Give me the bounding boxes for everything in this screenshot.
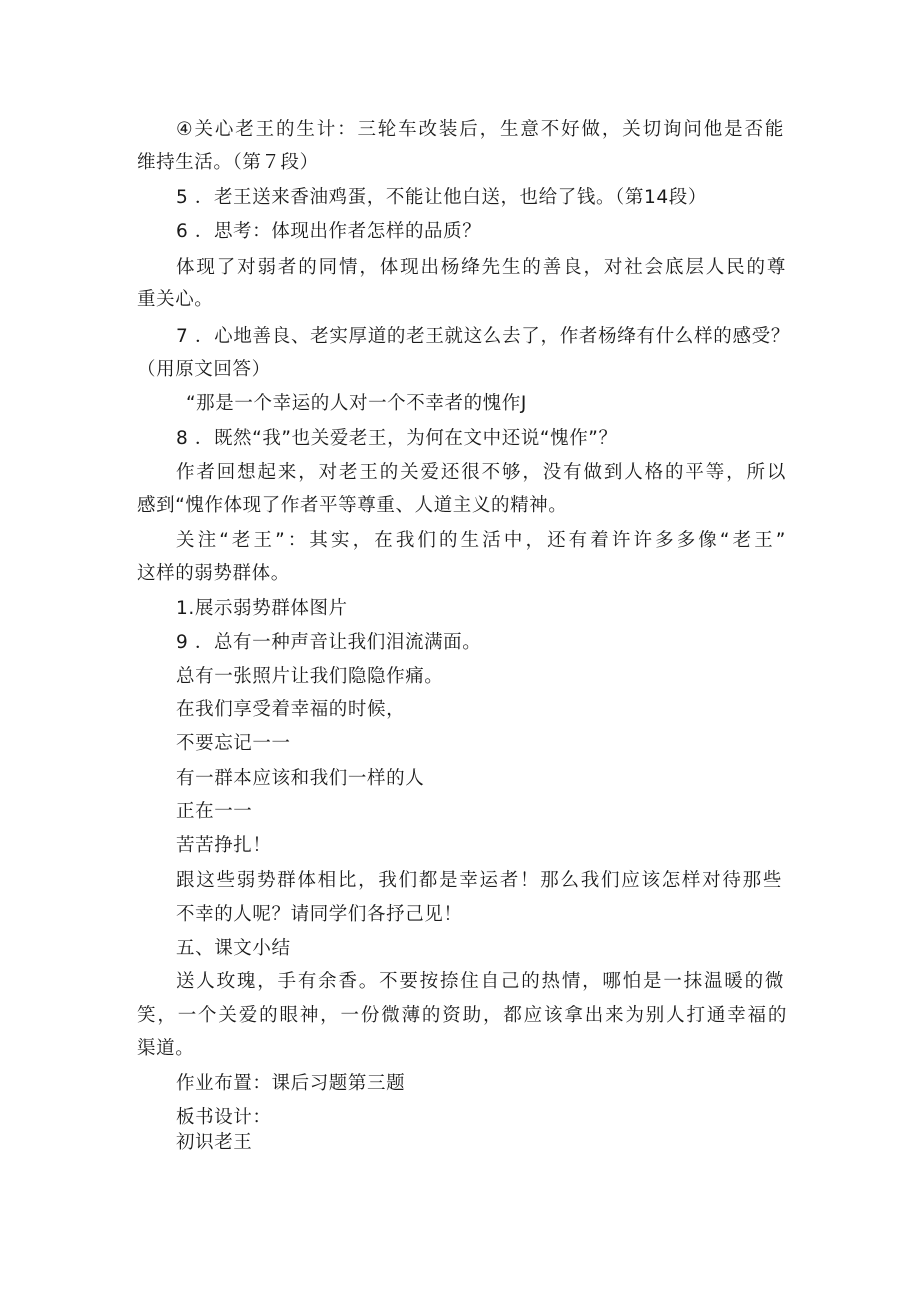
text-line: 作者回想起来，对老王的关爱还很不够，没有做到人格的平等，所以 bbox=[176, 462, 786, 483]
text-line: 有一群本应该和我们一样的人 bbox=[176, 768, 425, 789]
text-line: 维持生活。（第７段） bbox=[137, 152, 319, 173]
text-line: 送人玫瑰，手有余香。不要按捺住自己的热情，哪怕是一抹温暖的微 bbox=[176, 971, 784, 992]
text-line: 这样的弱势群体。 bbox=[137, 563, 290, 584]
text-line: 作业布置：课后习题第三题 bbox=[176, 1073, 406, 1094]
text-line: 9 ．总有一种声音让我们泪流满面。 bbox=[176, 632, 482, 653]
text-line: 关注“老王”：其实，在我们的生活中，还有着许许多多像“老王” bbox=[176, 530, 786, 551]
text-line: ④关心老王的生计：三轮车改装后，生意不好做，关切询问他是否能 bbox=[176, 119, 784, 140]
text-line: 不幸的人呢？请同学们各抒己见！ bbox=[176, 904, 463, 925]
text-line: 正在一一 bbox=[176, 801, 253, 822]
text-line: 1.展示弱势群体图片 bbox=[176, 598, 348, 619]
text-line: 在我们享受着幸福的时候， bbox=[176, 699, 406, 720]
text-line: （用原文回答） bbox=[137, 359, 271, 380]
text-line: 初识老王 bbox=[176, 1132, 253, 1153]
text-line: 跟这些弱势群体相比，我们都是幸运者！那么我们应该怎样对待那些 bbox=[176, 870, 782, 891]
text-line: 体现了对弱者的同情，体现出杨绛先生的善良，对社会底层人民的尊 bbox=[176, 257, 786, 278]
section-heading: 五、课文小结 bbox=[176, 938, 291, 959]
text-line: 总有一张照片让我们隐隐作痛。 bbox=[176, 666, 444, 687]
text-line: “那是一个幸运的人对一个不幸者的愧作J bbox=[186, 393, 527, 414]
text-line: 笑，一个关爱的眼神，一份微薄的资助，都应该拿出来为别人打通幸福的 bbox=[137, 1005, 787, 1026]
text-line: 7 ．心地善良、老实厚道的老王就这么去了，作者杨绛有什么样的感受？ bbox=[176, 326, 790, 347]
text-line: 8 ．既然“我”也关爱老王，为何在文中还说“愧作”？ bbox=[176, 428, 618, 449]
text-line: 渠道。 bbox=[137, 1038, 195, 1059]
text-line: 不要忘记一一 bbox=[176, 733, 291, 754]
text-line: 苦苦挣扎！ bbox=[176, 835, 272, 856]
text-line: 6 ．思考：体现出作者怎样的品质？ bbox=[176, 221, 482, 242]
text-line: 板书设计： bbox=[176, 1107, 272, 1128]
text-line: 感到“愧作体现了作者平等尊重、人道主义的精神。 bbox=[137, 495, 568, 516]
text-line: 重关心。 bbox=[137, 289, 214, 310]
text-line: 5 ．老王送来香油鸡蛋，不能让他白送，也给了钱。（第14段） bbox=[176, 187, 707, 208]
